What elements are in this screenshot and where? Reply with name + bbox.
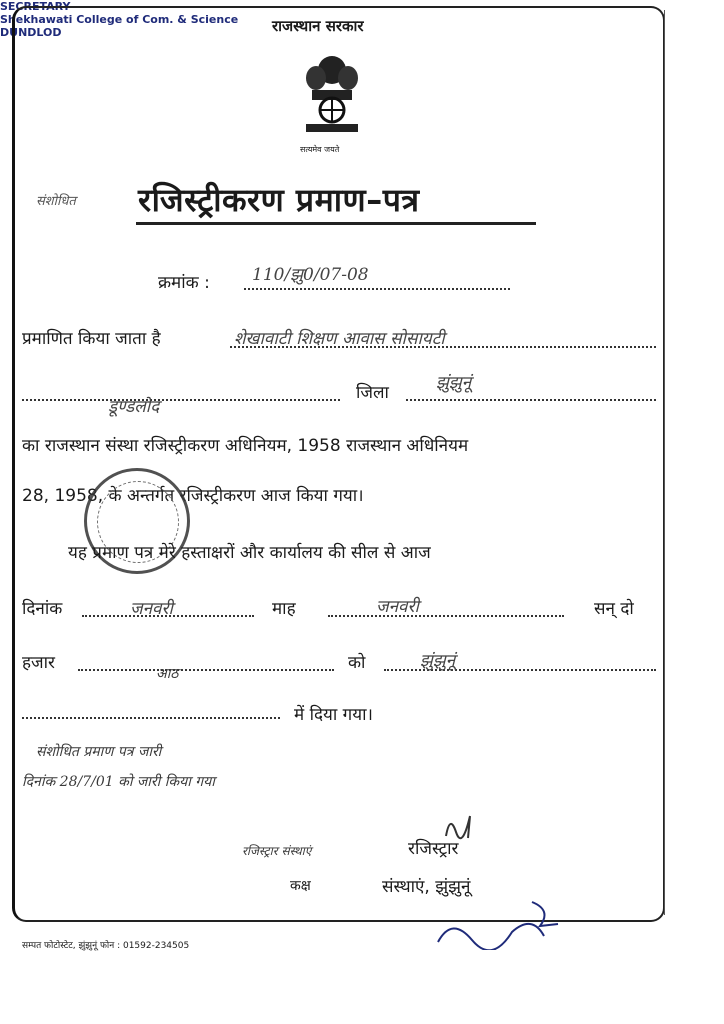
at-value: झुंझुनूं xyxy=(420,651,456,671)
district-dotted-line xyxy=(406,398,656,401)
year-label: हजार xyxy=(22,653,55,673)
title-underline xyxy=(136,222,536,225)
national-emblem-icon xyxy=(296,50,368,144)
registrar-stamp-text: रजिस्ट्रार संस्थाएं xyxy=(242,844,312,858)
district-label: जिला xyxy=(356,383,389,403)
certificate-title: रजिस्ट्रीकरण प्रमाण–पत्र xyxy=(138,181,420,219)
certificate-border-shadow xyxy=(660,10,665,915)
act-line-1: का राजस्थान संस्था रजिस्ट्रीकरण अधिनियम, 1958 राजस्थान अधिनियम xyxy=(22,436,469,456)
month-dotted-line xyxy=(328,614,564,617)
secretary-place: DUNDLOD xyxy=(0,26,62,39)
given-label: में दिया गया। xyxy=(294,705,373,725)
handwritten-note-1: संशोधित प्रमाण पत्र जारी xyxy=(36,744,162,760)
handwritten-note-2: दिनांक 28/7/01 को जारी किया गया xyxy=(22,774,215,790)
place-dotted-line xyxy=(22,398,340,401)
government-title: राजस्थान सरकार xyxy=(272,17,364,35)
at-label: को xyxy=(348,653,366,673)
title-handwritten-prefix: संशोधित xyxy=(36,194,76,209)
year-value: आठ xyxy=(156,666,179,682)
secretary-college: Shekhawati College of Com. & Science xyxy=(0,13,239,26)
serial-dotted-line xyxy=(244,287,510,290)
year-dotted-line xyxy=(78,668,334,671)
emblem-motto: सत्यमेव जयते xyxy=(300,145,340,154)
place-value: डूण्डलोद xyxy=(108,397,160,417)
month-label: माह xyxy=(272,599,296,619)
act-line-2: 28, 1958, के अन्तर्गत रजिस्ट्रीकरण आज किया गया। xyxy=(22,486,364,506)
district-value: झुंझुनूं xyxy=(436,373,472,393)
month-value: जनवरी xyxy=(376,597,419,617)
secretary-title: SECRETARY xyxy=(0,0,71,13)
seal-line: यह प्रमाण पत्र मेरे हस्ताक्षरों और कार्यालय की सील से आज xyxy=(68,543,431,563)
office-name: संस्थाएं, झुंझुनूं xyxy=(382,877,471,897)
serial-label: क्रमांक : xyxy=(158,273,210,293)
serial-value: 110/झु0/07-08 xyxy=(252,265,369,285)
certified-label: प्रमाणित किया जाता है xyxy=(22,329,161,349)
registrar-title: रजिस्ट्रार xyxy=(408,839,459,859)
year-prefix: सन् दो xyxy=(594,599,634,619)
given-dotted-line xyxy=(22,716,280,719)
date-value: जनवरी xyxy=(130,599,173,619)
certified-value: शेखावाटी शिक्षण आवास सोसायटी xyxy=(234,329,445,349)
office-prefix: कक्ष xyxy=(290,878,311,894)
date-label: दिनांक xyxy=(22,599,63,619)
secretary-signature xyxy=(432,896,572,950)
printer-footer: सम्पत फोटोस्टेट, झुंझुनूं फोन : 01592-234505 xyxy=(22,941,190,951)
